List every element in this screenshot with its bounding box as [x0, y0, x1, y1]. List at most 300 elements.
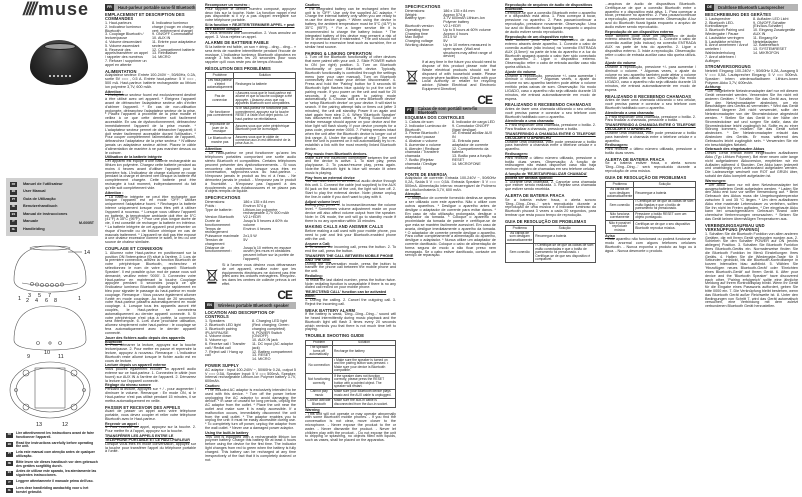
language-item — [10, 226, 94, 234]
subheading: Warnungen: — [705, 178, 727, 183]
table-cell: No connection — [306, 358, 333, 374]
callout-number: 1 — [78, 296, 82, 302]
list-item: 4. Lautstärke verringern — [705, 35, 744, 40]
section-heading: REALIZANDO E RECEBENDO CHAMADAS — [605, 93, 692, 99]
list-item: 9. ON/OFF Commutateur — [152, 32, 194, 37]
weee-text: Si à l'avenir vous désirez vous débarrasser de cet appareil, veuillez noter que les équipements électriques ne doivent pas être jetés avec les ordures ménagères. Recyclez-les dans les centres de collecte prévus à cet effet. — [222, 262, 296, 286]
spec-value: Environ 574 g — [243, 203, 266, 208]
paragraph: * L'adaptateur secteur fourni est exclusivement destiné à être utilisé avec cet appareil. * Éteignez l'appareil avant de débrancher l'adaptateur secteur afin d'éviter d'abîmer l'appareil. * En cas de non-utilisation prolongée, débranchez l'adaptateur secteur de la prise. * Placez l'appareil à proximité de la prise murale et veillez à ce que cette dernière soit facilement accessible. En cas de dysfonctionnement, débranchez immédiatement l'appareil de la prise murale. * L'adaptateur secteur permet de débrancher l'appareil; il doit rester facilement accessible durant l'utilisation. * Pour couper complètement l'alimentation de l'appareil, débranchez l'adaptateur de la prise secteur. * N'utilisez jamais un adaptateur secteur abîmé. Placez le câble d'alimentation de manière à ne pas marcher dessus ou le coincer. — [105, 93, 196, 155]
bottom-view-diagram — [10, 362, 90, 418]
list-item: 1. Caixas de som — [405, 119, 434, 124]
list-item: 14. MICRO — [252, 357, 271, 362]
table-cell: Not functioning correctly — [306, 374, 333, 390]
section-heading: RÉSOLUTION DES PROBLÈMES — [205, 66, 271, 72]
spec-value: V2.1+EDR — [243, 215, 261, 220]
paragraph: * La batterie intégrée ne peut être rechargée que lorsque l'appareil est en mode 'OFF'. Utiliser uniquement l'adaptateur fourni. * Rechargez la batterie interne uniquement lorsque vous êtes prêt à utiliser l'appareil à nouveau. * Lorsque vous utilisez l'appareil en batterie, la température ambiante doit être de 5°C (41°F) à 35°C (95°F). * Pour une plus longue durée de vie, il est conseillé de recharger la batterie en intérieur. * La batterie intégrée de cet appareil peut présenter un risque d'incendie ou de brûlure chimique en cas de mauvais traitement. * L'appareil ne doit pas être exposé à une chaleur excessive comme le soleil, le feu ou une source de chaleur similaire. — [105, 194, 196, 245]
manual-column — [700, 0, 802, 310]
controls-list — [105, 22, 196, 68]
subheading: Atenção: — [405, 192, 421, 197]
paragraph: Se a bateria estiver fraca, o alerta sonoro 'Ding...Ding...Ding...' será reproduzido durante a reprodução de uma música e o indicador luminoso do Bluetooth piscará 3 vezes a cada 20 segundos, para lembrar que resta pouco tempo de reprodução. — [505, 197, 596, 218]
spec-label: Max output — [405, 35, 424, 40]
spec-value: Approx 4 hours — [443, 31, 469, 36]
speaker-product-image — [30, 40, 88, 85]
subheading: Reprodução de arquivos de áudio de dispositivos Bluetooth. — [505, 3, 593, 11]
language-code-badge: PT — [405, 107, 414, 114]
paragraph: Você também pode ouvir um dispositivo de áudio externo através deste aparelho. 1. Conecte o cabo de conexão auxiliar (não incluso) na 'conexão ENTRADA AUX (3,5mm)' na parte de trás do aparelho e a luz do Bluetooth apagará quando o cabo tiver sido conectado ao aparelho. 2. Ligue o dispositivo externo. Observação: retire o cabo de entrada auxiliar caso não queira utilizá-lo. — [505, 38, 596, 69]
spec-label: Working distance: — [405, 43, 435, 48]
list-item: 2. Bluetooth LED-Kontrolllampe — [705, 20, 735, 29]
list-item: 2. Indicateur lumineux Bluetooth — [105, 24, 142, 33]
subheading: Caution: — [305, 3, 320, 7]
table-cell: Recarregue a bateria — [534, 231, 596, 243]
list-item: 6. Receive call / Transfer call / Redial call — [205, 342, 246, 350]
paragraph: Adaptateur secteur: Entrée 100-240V ~, 50/60Hz, 0.2A, sortie 5V === , 0.5 A. Entrée haut-parleur: 5 V === , 500 mA. Haut-parleur: batterie rechargeable au lithium ion polymère 3,7V, 600 mAh. — [105, 73, 196, 89]
flag-icon: NL — [7, 488, 12, 492]
section-title: Drahtlose Bluetooth Lautsprecher — [718, 4, 785, 10]
table-row — [606, 212, 696, 221]
language-label: Manual de instrucciones — [23, 211, 68, 216]
spec-value: 2x1,5 W — [243, 234, 257, 239]
spec-value: 186 x 135 x 84 mm — [443, 8, 475, 13]
table-cell: Assurez-vous que le câble de connexion aux-in est débranché de la prise Aux-in. — [234, 135, 296, 147]
language-label: Benutzerhandbuch — [23, 204, 58, 209]
subheading: A função de 'REJEITAR/FINALIZAR CHAMADA' poderá ser ativada quando: — [505, 172, 588, 180]
paragraph: 1. Durante uma chamada. 2. Cancelar uma chamada que estiver sendo realizada. 3. Rejeitar uma chamada que estiver sendo recebida. — [505, 179, 596, 192]
table-row — [206, 91, 296, 107]
subheading: TRANSFERINDO A CHAMADA ENTRE O TELEFONE CELULAR E O APARELHO — [505, 131, 596, 140]
list-item: 13. SYSTEMRESET — [753, 47, 787, 52]
list-item: 5. Volume up — [205, 338, 227, 343]
flag-icon: IT — [10, 220, 17, 225]
section-heading: LOCATION AND DESCRIPTION OF CONTROLS — [205, 310, 275, 320]
subheading: Utilisation de la batterie intégrée — [105, 155, 162, 160]
callout-number: 12 — [62, 422, 69, 428]
warning-text: Bitte lesen sie dieses handbuch vor dem gebrauch des gerätes sorgfältig durch. — [16, 459, 98, 468]
section-heading: POWER SUPPLY — [205, 363, 239, 369]
safety-warnings — [6, 432, 98, 497]
paragraph: Durante uma chamada, você pode pressionar o botão para transferir a chamada entre o telefone celular e o aparelho. — [505, 139, 596, 152]
spec-label: Battery type: — [405, 16, 426, 21]
paragraph: Se a bateria estiver fraca, o alerta sonoro 'Ding...Ding...Ding...' será reproduzido durante a reprodução de uma música. — [605, 161, 696, 174]
list-item: 6. Anruf annehmen / Anruf umleiten / Wahlwiederholung — [705, 43, 748, 56]
weee-text: If at any time in the future you should need to dispose of this product please note that Waste electrical products should not be disposed of with household waste. Please recycle where facilities exist. Check with your Local Authority or retailer for recycling advice. (Waste Electrical and Electronic Equipment Directive) — [422, 60, 496, 91]
flag-icon: ES — [11, 212, 16, 216]
subheading: Lecture depuis un appareil externe — [105, 363, 167, 368]
list-item: 7. Botão (Rejeitar chamada / Desligar chamada) — [405, 158, 437, 170]
subheading: TRANSFÉRER LES APPELS ENTRE LE TÉLÉPHONE PORTABLE ET LE HAUT-PARLEUR — [105, 434, 190, 442]
model-number: M-600BT — [79, 221, 94, 226]
language-label: User Manual — [23, 189, 46, 194]
paragraph: 1. During the calling. 2. Cancel the outgoing call. 3. Reject the incoming call. — [305, 297, 396, 306]
paragraph: 1. Pour recevoir un appel, appuyez sur la touche. 2. Pour mettre fin à l'appel, appuyez sur la touche. — [105, 425, 196, 434]
subheading: Attention: — [205, 147, 223, 152]
paragraph: * O adaptador de corrente fornecido destina-se apenas a ser utilizado com este aparelho. Não o utilize com outros aparelhos. * Desligue o aparelho antes de desligar o adaptador de corrente para evitar danos. * Em caso de não utilização prolongada, desligue o adaptador da tomada. * Coloque o aparelho na proximidade da tomada de parede e certifique-se de que esta se mantém facilmente acessível. Em caso de avaria, desligue imediatamente o aparelho da tomada. * O adaptador de corrente permite desligar o aparelho. Para cortar completamente a alimentação do aparelho, desligue o adaptador. * Nunca utilize um adaptador de corrente danificado. Coloque o cabo de alimentação de forma segura de modo a não ficar preso nem esmagado. Se o cabo estiver danificado, contacte um serviço de reparação. — [405, 196, 496, 258]
section-heading: BESCHREIBUNG DES GERÄTES — [705, 12, 772, 17]
subheading: Atendendo a uma chamada: — [505, 119, 555, 124]
section-heading: ALIMENTATION — [105, 68, 137, 74]
list-item: 3. Couplage Bluetooth / lecture/pause — [105, 32, 144, 41]
spec-label: Puissance maximale — [205, 234, 239, 239]
list-item: 13. Botão para a função RESET — [452, 154, 492, 163]
paragraph: Certifique-se que a conexão Bluetooth entre o aparelho e o dispositivo está ativa. 1. Para começar a tocar, pressione no aparelho. 2. Para pausar/continuar a reprodução, pressione novamente. Observação: Uma luz azul do Bluetooth ficará ligada enquanto o arquivo de áudio estiver sendo reproduzido. — [505, 10, 596, 34]
paragraph: * The included AC adaptor is exclusively intended to be used with this device. * Turn off the power before unplugging the AC adaptor to avoid damaging the device. * In case of unused for long periods, unplug the AC adaptor from the outlet. * Place the unit near the outlet and make sure it is easily accessible. If a malfunction occurs, immediately disconnect the unit from the wall outlet. * The adaptor enables you to unplug the unit: it must be easily accessible during use. * To completely turn off power, unplug the adaptor from the wall outlet. * Never use a damaged power adaptor. — [205, 387, 296, 430]
table-row — [306, 358, 396, 374]
paragraph: Para rediscar o último número utilizado, pressione o botão duas vezes. — [605, 147, 696, 155]
column-header: Problem — [306, 340, 333, 345]
spec-value: Up to 5 hours at 60% volume — [443, 27, 491, 32]
list-item: 4. Volume down — [205, 334, 232, 339]
section-title: Caixas de som portátil sem-fio Bluetooth — [417, 105, 478, 115]
brand-name: muse — [38, 0, 90, 19]
table-row — [306, 374, 396, 390]
spec-value: 5V — [243, 238, 248, 243]
table-cell: As caixas de som desligam automaticamente — [507, 231, 533, 242]
column-header: Problema — [506, 226, 534, 231]
table-cell: Sem conexão — [506, 243, 534, 262]
paragraph: Durante a reprodução, pressione +/- para aumentar / diminuir o volume. * Algumas vezes, o ajuste do volume no seu aparelho também pode afetar o volume emitido pelas caixas de som. Observação: No modo LIGADO, caso o aparelho não seja utilizado durante 15 minutos, ele entrará automaticamente em modo de espera. — [605, 65, 696, 92]
spec-value: 5V — [443, 39, 448, 44]
warning-item — [6, 432, 98, 440]
crossed-bin-icon — [405, 61, 419, 92]
list-item: 7. Reject call / Hang up call — [205, 349, 244, 358]
language-code-badge: DE — [705, 4, 714, 11]
subheading: Play music from Bluetooth devices. — [305, 151, 368, 156]
paragraph: * The integrated battery can be recharged when the unit is in 'OFF'. Use only the supplied AC adaptor. * Charge the internal battery only when you are ready to re-use the device again. * When using the device in battery, the ambient temperature must be 5°C (41°F) to 35°C (95°F). * For a longer service life it is recommended to charge the battery indoor. * The integrated battery of this device may present a risk of fire or chemical burn if mistreated. * The unit should not be exposed to excessive heat such as sunshine, fire or similar heat source. — [305, 6, 396, 49]
controls-list — [205, 320, 296, 362]
weee-notice — [205, 264, 296, 287]
ce-mark: CE — [477, 93, 492, 108]
table-row — [206, 78, 296, 90]
table-cell: Ne fonctionne pas correctement — [206, 106, 234, 122]
warning-text: Lire attentivement les instructions avant de faire fonctionner l'appareil. — [16, 431, 95, 439]
paragraph: 1. Allumez votre Haut-parleur en positionnant sur la position ON l'interrupteur (9) situé à l'arrière. 2. Lors de la première connexion, activez la fonction Bluetooth de votre périphérique Bluetooth, recherchez et sélectionnez le nom de votre appareil: 'Bluetooth Speaker'. Il est possible qu'un mot de passe vous soit demandé, veuillez entrer '0000'. 3. Connectez votre Haut-parleur en maintenant la touche Couplage appuyée pendant 5 secondes jusqu'à ce que l'indicateur lumineux Bluetooth clignote rapidement en bleu pour signaler le passage du haut-parleur en mode couplage. Remarque : Vous pouvez également allumer l'unité en mode couplage. Au bout de 20 secondes, votre Haut-parleur passera automatiquement en mode couplage. 4. Lorsque tous les appareils auront été couplés, le Haut-parleur se connectera automatiquement au dernier appareil connecté. 5. Si votre périphérique n'est plus à portée, la connexion sera interrompue. 6. Lors d'une prochaine utilisation, allumez simplement votre haut-parleur : le couplage se fera automatiquement avec le dernier appareil connecté. — [105, 250, 196, 335]
list-item: 9. Comutador ON/OFF (ligar/ desligar) — [452, 123, 490, 132]
language-label: Handleiding — [23, 226, 45, 231]
flag-icon: ES — [7, 471, 12, 475]
list-item: 5. Volume ascendant — [105, 43, 140, 48]
table-cell: The speaker turns off automatically — [306, 345, 333, 357]
list-item: 13. Réinitialiser — [152, 51, 178, 56]
table-row — [206, 106, 296, 122]
callout-number: 8 — [54, 298, 58, 304]
callout-number: 1 — [18, 296, 22, 302]
language-item — [10, 196, 94, 204]
table-row — [606, 199, 696, 211]
list-item: 3. Bluetooth Pairing und Wiedergabe / Pause — [705, 28, 745, 36]
spec-label: Version Bluetooth — [205, 215, 234, 220]
column-header: Problema — [606, 182, 634, 187]
callout-number: 14 — [84, 250, 91, 256]
muse-logo: //// muse — [23, 0, 90, 19]
spec-label: Poids : — [205, 203, 217, 208]
subheading: Redialing: — [305, 274, 323, 279]
spec-value: Lithium-ion polymère rechargeable 3,7V 600 mAh — [243, 207, 290, 216]
warning-item — [6, 480, 98, 486]
subheading: Achtung: — [705, 85, 722, 90]
section-heading: SPECIFICATIONS — [205, 195, 241, 201]
spec-value: Up to 10 meters measured in open space. (Wall and structures may affect range of device) — [443, 43, 492, 59]
table-cell: Pas de connexion — [206, 91, 234, 107]
spec-label: Temps de rechargement — [205, 226, 228, 235]
subheading: TRANSFERINDO A CHAMADA ENTRE O TELEFONE CELULAR E O APARELHO — [605, 123, 696, 132]
flag-icon: PT — [11, 197, 16, 201]
callout-number: 6 — [45, 298, 49, 304]
subheading: Atendendo a uma chamada: — [605, 110, 655, 115]
table-cell: Le Bluetooth ne marche pas — [206, 135, 234, 147]
table-cell: Não funciona corretamente — [606, 212, 634, 221]
table-row — [606, 187, 696, 199]
spec-value: Approx 574 g — [443, 12, 466, 17]
warning-item — [6, 442, 98, 450]
table-cell: Assurez-vous que votre périphérique Bluetooth joue de la musique. — [234, 122, 296, 134]
list-item: 12. Battery compartment — [252, 349, 293, 354]
list-item: 3. Parear Bluetooth / reproduzir/ pausar — [405, 131, 439, 140]
paragraph: Cet appareil est équipé d'une batterie rechargeable au lithium ion polymère. Chargez cette batterie pendant au moins 4 heures avant d'utiliser l'appareil pour la première fois. L'indicateur de charge s'allume en rouge pendant la charge et devient vert lorsque la batterie est complètement chargée. Cette batterie peut être rechargée à tout moment, indépendamment du fait qu'elle soit complètement vide. — [105, 159, 196, 190]
column-header: Problème — [206, 73, 234, 78]
warning-item — [6, 470, 98, 478]
paragraph: During the conversation mode, press the button to transfer the phone call between the mobile phone and the unit. — [305, 261, 396, 274]
paragraph: ...arquivos de áudio de dispositivos Bluetooth. Certifique-se de que a conexão Bluetooth entre o aparelho e o dispositivo está ativa. 1. Para começar a tocar, pressione no aparelho. 2. Para pausar/continuar a reprodução, pressione novamente. Observação: A luz azul do Bluetooth ficará ligada enquanto o arquivo de áudio estiver sendo reproduzido. — [605, 2, 696, 29]
paragraph: Vous pouvez également écouter un appareil audio externe sur ce haut-parleur. 1. Connectez le câble (non fourni) sur AUX IN à l'arrière de l'appareil. 2. Démarrez la lecture sur l'appareil connecté. — [105, 367, 196, 383]
paragraph: Antes de fazer uma chamada utilizando o seu celular, você precisa parear e conectar o seu telefone com Bluetooth habilitado com o aparelho. — [505, 107, 596, 119]
flag-icon: DE — [11, 205, 16, 209]
table-cell: Não é possível reproduzir música — [606, 221, 634, 233]
paragraph: 1. Para responder uma chamada, pressione o botão. 2. Para finalizar a chamada, pressione o botão. — [505, 123, 596, 132]
spec-label: Operating time — [405, 27, 430, 32]
list-item: 3. Bluetooth pairing /PLAY/PAUSE — [205, 326, 237, 335]
list-item: 1. Speakers — [205, 319, 225, 324]
list-item: 4. Volume descendant — [105, 39, 142, 44]
manual-column — [600, 0, 700, 254]
paragraph: Pendant la lecture, appuyez sur + / - pour augmenter / diminuer le volume. Remarque : En mode ON, si le Haut-parleur n'est pas utilisé pendant 15 minutes, il se mettra automatiquement en veille. — [105, 387, 196, 403]
table-cell: • Certifique-se de que as caixas de som estão ligadas e que o botão de pareamento foi pressionado. — [634, 199, 696, 211]
language-section-banner — [205, 302, 296, 309]
manual-column — [400, 0, 500, 259]
spec-label: Durée de fonctionnement — [205, 218, 231, 227]
language-item — [10, 189, 94, 197]
language-section-banner — [705, 4, 798, 11]
warning-text: Antes de utilizar este aparato, lea atentamente las siguientes instrucciones. — [16, 469, 97, 478]
section-heading: PASSER ET RECEVOIR DES APPELS — [105, 404, 181, 410]
paragraph: Durante a reprodução, pressione +/- para aumentar / diminuir o volume. * Algumas vezes, o ajuste do volume no seu aparelho também pode afetar o volume emitido pelas caixas de som. Observação: No modo LIGADO, caso o aparelho não seja utilizado durante 15 minutos, ele entrará automaticamente em modo de espera. — [505, 73, 596, 101]
section-heading: GUIA DE RESOLUÇÃO DE PROBLEMAS — [605, 174, 687, 180]
table-cell: Les haut-parleur s'éteint automatiquement — [207, 78, 233, 90]
list-item: 11. DC input (AC adaptor jack) — [252, 342, 294, 350]
table-cell: Pressione o botão RESET com um objeto pontiagudo. — [634, 212, 696, 221]
flag-icon: EN — [7, 442, 12, 446]
spec-label: Charging time — [405, 31, 428, 36]
language-item — [10, 181, 94, 189]
paragraph: 1. Turn off the Bluetooth functionality of other devices that were paired with your unit. 2. Slide POWER switch to ON (on right) position. 3. Turn on Bluetooth functionality of your Bluetooth device. Typically, Bluetooth functionality is controlled through the settings menu (see your user manual). Turn on Bluetooth connectivity and make your device 'discoverable'. 4. Press and hold the 'Pairing' button for 5 seconds till Bluetooth light flashes blue quickly to put the unit in pairing mode. If you power on the unit and wait for 20 seconds, it can also goes to pairing mode automatically. 5. Choose 'add a new Bluetooth device' or 'setup Bluetooth device' on your device. It will start to search. If the pairing attempt fails or times out (after 3 minutes), the unit will standby. Power it on again and start again from step 2. 6. When 'Bluetooth Speaker' has discovered each other, a 'Pairing Successful' or similar message should appear on your device and the blue light will flash slowly. If your device prompts for a pass code, please enter 0000. 7. Pairing remains intact when the unit after the Bluetooth device is longer out of link range. 8. Under the condition of step 7, the next time the unit is powered on it will automatically try to re-establish a link with the most recently linked Bluetooth device. — [305, 55, 396, 151]
cover-column — [0, 0, 100, 495]
list-item: 2. Bluetooth LED light — [205, 322, 241, 327]
section-title: Wireless portable Bluetooth speaker — [218, 302, 289, 308]
table-cell: Si le haut-parleur ne fonctionne pas correctement, appuyez sur la touche RESET à l'aide d'un objet pointu. Le haut-parleur se réinitialisera. — [234, 106, 296, 122]
list-item: 8. Indicador de carga LED — [452, 119, 495, 124]
language-label: Manuale — [23, 219, 39, 224]
section-heading: PAIRING & LINKING OPERATION — [305, 50, 372, 56]
subheading: Recomposer un numéro : — [205, 3, 250, 7]
subheading: Reprodução de um dispositivo externo — [605, 29, 674, 34]
callout-number: 5 — [38, 293, 42, 299]
list-item: 7. Refuser / supprimer un appel en attente — [105, 59, 147, 67]
section-heading: WEAK BATTERY ALARM — [305, 307, 356, 313]
manual-column — [200, 0, 300, 463]
callout-number: 2 — [26, 298, 30, 304]
language-item — [10, 211, 94, 219]
section-heading: COUPLAGE ET CONNEXION — [105, 246, 163, 252]
section-heading: TROUBLE SHOOTING GUIDE — [305, 333, 365, 339]
list-item: 5. Aumentar o volume — [405, 142, 441, 147]
table-row — [506, 243, 596, 262]
callout-number: 10 — [44, 350, 51, 356]
callout-number: 11 — [58, 354, 64, 360]
warning-text: Read the instructions carefully before operating the unit. — [16, 440, 94, 449]
paragraph: 1. Vous terminez une conversation. 2. Vous annulez un appel. 3. Vous rejetez un appel. — [205, 30, 296, 39]
subheading: Ajuste do volume — [605, 61, 636, 66]
controls-diagrams — [0, 240, 100, 430]
section-heading: FONTE DE ENERGIA — [405, 171, 448, 177]
paragraph: Antes de fazer uma chamada utilizando o seu celular, você precisa parear e conectar o seu telefone com Bluetooth habilitado com o aparelho. — [605, 98, 696, 111]
spec-label: Bluetooth version — [405, 23, 434, 28]
callout-number: 13 — [36, 422, 43, 428]
manual-column — [100, 0, 200, 455]
list-item: 9. ON/OFF-Schalter (Ein/Aus-Schalter) — [753, 20, 786, 29]
section-heading: ALERTA DE BATERIA FRACA — [605, 156, 665, 162]
section-heading: ALARME DE BATTERIE FAIBLE — [205, 40, 269, 46]
spec-label: Distance de fonctionnement : — [205, 245, 233, 254]
subheading: 'REJECT/END CALL' function can be activated when: — [305, 290, 387, 299]
subheading: Rediscagem: — [605, 143, 628, 148]
troubleshooting-table — [505, 225, 596, 263]
list-item: 7. Anruf ablehnen / Auflegen — [705, 54, 736, 63]
language-code-badge: EN — [205, 302, 214, 309]
paragraph: 1. Schalten Sie die Bluetooth Funktion von allen anderen Geräten, die mit Ihrem Gerät verbunden wurden aus. 2. Schieben Sie den Schalter POWER auf ON (rechts abliegen) Position. 3. Schalten Sie Bluetooth Funktion Ihres Bluetooth-Geräts ein. Normalerweise finden Sie die Bluetooth Funktion im Menü Einstellungen Ihres Geräts. 4. Halten Sie die Wiedergabe-Taste für 5 Sekunden gedrückt, bis die Bluetooth-Kontrolllampe in kurzen Intervallen blau aufblinkt. 5. Wählen Sie 'Hinzufügen neues Bluetooth-Gerät' oder 'Einrichten eines Bluetooth-Gerät' auf Ihrem Gerät. 6. After your device and the 'Bluetooth Speaker' have discovered each other, 'Pairing erfolgreich' sollte eine ähnliche Meldung auf Ihrem Kontrolldisplay blinkt. Wenn Ihr Gerät für die Eingabe eines Passworts auffordert, geben Sie bitte 0000 ein. 7. Die Verknüpfung bleibt bestehen, wenn das Bluetooth Gerät außer Reichweite ist. 8. Unter den Bedingungen von Schritt 7, wird das Gerät automatisch versuchen, eine Verbindung mit dem zuletzt verbundenen Bluetooth Gerät herzustellen. — [705, 231, 798, 309]
paragraph: During play, press +/- to increase/decrease the volume level. * Sometimes volume adjustment made on your device will also affect volume output from the speaker. Note: In ON mode, the unit will go to standby mode if there is no any operation within 15 minutes. — [305, 203, 396, 223]
paragraph: Para rediscar o último número utilizado, pressione o botão duas vezes. Observação: A função de rediscagem não estará disponível caso não haja nenhum registro de chamadas em seu telefone celular. — [505, 155, 596, 172]
subheading: Reprodução de um dispositivo externo — [505, 34, 574, 39]
list-item: 8. Indicateur lumineux charge (rouge: en charge; vert: entièrement chargé) — [152, 20, 195, 33]
top-view-diagram — [14, 246, 86, 292]
paragraph: Avant de passer un appel avec votre téléphone portable, vous devez coupler et relier votre téléphone Bluetooth avec le Haut-parleur. — [105, 409, 196, 421]
list-item: 9. POWER Switch (ON/OFF) — [252, 330, 282, 339]
table-row — [206, 135, 296, 147]
paragraph: * Der mitgelieferte Netzstromadapter darf nur mit diesem Gerät verwendet werden. Verwenden Sie ihn nicht mit anderen Geräten. * Schalten Sie das Gerät aus, bevor Sie den Netzstromadapter abstecken, um ein Beschädigen des Geräts zu vermeiden. * Wird das Gerät während längerer Zeit nicht verwendet, sollte der Netzstromadapter von der Stromsteckdose abgesteckt werden. * Stellen Sie das Gerät in der Nähe der Stromsteckdose auf und sorgen Sie dafür, dass die Stromsteckdose leicht zugänglich ist. Sollte es zu einer Störung kommen, müssen Sie das Gerät sofort abstecken. * Der Netzstromadapter erlaubt das Abstecken des Geräts. Er muss während des Gebrauchs leicht zugänglich sein. * Verwenden Sie nie ein beschädigtes Netzteil. — [705, 89, 798, 147]
subheading: Jouer des fichiers audio depuis des appareils Bluetooth — [105, 335, 185, 344]
flag-icon: IT — [6, 480, 13, 485]
subheading: Using the built-in battery — [205, 430, 249, 435]
subheading: Caution: — [205, 384, 220, 389]
language-code-badge: FR — [105, 4, 114, 11]
spec-value: 3.7V 600mAh Lithium-Ion Polymer battery — [443, 16, 485, 25]
warning-item — [6, 487, 98, 495]
list-item: 10. AUX IN jack — [252, 338, 278, 343]
warning-text: Lees deze handleiding aandachtig voor u het toestel gebruikt. — [16, 486, 89, 495]
language-list — [6, 178, 98, 236]
table-cell: • Assurez-vous que le haut-parleur est allumé et que la touche couplage a été appuyée. • Assurez-vous que vos appareils Bluetooth sont compatibles. — [234, 91, 296, 107]
paragraph: This unit is equipped with a rechargeable lithium ion polymer battery. Charge this battery for at least 4 hours before using the device for the first time. The indicator light changes from red to green when the battery is fully charged. This battery can be recharged at any time irrespectively of the fact that it is completely drained or not. — [205, 434, 296, 462]
paragraph: 1. To answer the incoming call, press the button. 2. To end the call, press the button. — [305, 245, 396, 254]
list-item: 12. Batteriefach — [753, 43, 779, 48]
list-item: 10. Eingang Zusatzgeräte AUX IN — [753, 28, 796, 36]
controls-list — [405, 121, 496, 171]
table-cell: Impossible de jouer de la musique — [206, 122, 234, 134]
manual-column — [300, 0, 400, 444]
table-row — [206, 122, 296, 134]
language-section-banner — [405, 107, 496, 114]
table-cell: Make sure your Bluetooth device plays music and the AUX cable is unplugged. — [333, 389, 396, 398]
table-cell: Recharge the battery — [333, 345, 396, 357]
weee-notice — [405, 61, 496, 92]
subheading: Aviso — [605, 233, 615, 238]
column-header: Solução — [534, 226, 596, 231]
paragraph: AC adaptor : Input 100-240V ~, 50/60Hz 0.2A, output 5 V === 0.5A. Speaker Input: 5 V === 500mA. Speaker: Internal rechargeable Lithium-ion Polymer battery 3.7V, 600mAh. — [205, 367, 296, 384]
paragraph: 1. Pour démarrer la lecture, appuyez sur la touche lecture/pause. 2. Pour mettre en pause et reprendre la lecture, appuyez à nouveau. Remarque : L'indicateur Bluetooth reste allumé lorsque le fichier audio est en cours de lecture. — [105, 343, 196, 363]
flag-icon: FR — [7, 433, 12, 437]
spec-label: Tension de chargement — [205, 238, 225, 246]
spec-value: 186 x 135 x 84 mm — [243, 199, 275, 204]
paragraph: Dieses Gerät enthält einen eingebauten aufladbaren Akku (Typ Lithium Polymer). Bei einer neuen oder lange nicht aufgeladenen Akkuversion, empfehlen wir ein Aufladen während 4 Stunden. Der Akku kann jederzeit und unabhängig vom Ladezustand aufgeladen werden. Die Ladeanzeige wechselt von ROT auf GRÜN über, sobald der Akku komplett aufgeladen ist. — [705, 151, 798, 179]
section-heading: ESQUEMA DOS CONTROLES — [405, 115, 465, 121]
table-row — [306, 345, 396, 357]
paragraph: Before making a call used with your mobile phone, you need to pair and link your Bluetooth-enabled phone with the unit. — [305, 229, 396, 241]
specifications-list — [205, 201, 296, 262]
section-heading: ALERTA DE BATERIA FRACA — [505, 193, 565, 199]
spec-value: V2.1+EDR — [443, 23, 461, 28]
paragraph: Durante uma chamada, você pode pressionar o botão para transferir a chamada entre o telefone celular e o aparelho. — [605, 130, 696, 143]
spec-value: Jusqu'à 10 mètres en espace ouvert (les murs et obstacles peuvent influer sur la portée de l'appareil) — [243, 245, 295, 262]
paragraph: Make sure the Bluetooth connection between the unit and the device is active. 1. To start play, press play/pause. 2. To pause/resume play, press again. Note:the Bluetooth light is blue will remain lit when music is playing. — [305, 155, 396, 175]
subheading: Recevoir un appel : — [105, 421, 140, 426]
list-item: 5. Lautstärke erhöhen — [705, 39, 741, 44]
controls-list — [705, 18, 798, 64]
list-item: 1. Haut-parleurs — [105, 20, 132, 25]
flag-icon: DE — [7, 461, 12, 465]
paragraph: 1. Para responder uma chamada, pressione o botão. 2. Para finalizar a chamada, pressione o botão. — [605, 114, 696, 123]
list-item: 6. Recevoir des appels/transférer un appel / rappeler des numéros — [105, 47, 148, 60]
list-item: 4. Abaixar o volume — [405, 139, 438, 144]
spec-value: Environ 4 heures — [243, 226, 272, 231]
list-item: 8. Charging LED light (Red: charging; Green: charging completed) — [252, 319, 290, 331]
list-item: 12. Compartiment batterie — [152, 47, 195, 52]
table-cell: If the speaker does not function correctly, please press the RESET button with a pointed object. The speaker will restart. — [333, 374, 396, 390]
section-heading: GUIA DE RESOLUÇÃO DE PROBLEMAS — [505, 218, 587, 224]
paragraph: - Ce Haut-parleur ne peut fonctionner qu'avec les téléphones portables comportant une sortie audio stéréo Bluetooth et compatibles. Certains téléphones peuvent présenter des dysfonctionnements. - Si vous rencontrez des problèmes lorsque vous êtes en conversation, rapprochez-vous du haut-parleur. - N'exposez jamais le produit au feu ni à l'eau. - Ne démontez jamais le produit. - N'exposez pas le produit à l'humidité. - N'exposez pas l'appareil à des écoulements ou des éclaboussures et ne placez pas d'objets remplis de liquide. — [205, 151, 296, 194]
crossed-bin-icon — [205, 264, 219, 287]
warning-item — [6, 461, 98, 469]
list-item: 11. Entrada para adaptador de corrente — [452, 139, 489, 147]
flag-icon: PT — [7, 452, 12, 456]
subheading: Adjust volume level — [305, 199, 340, 204]
column-header: Solution — [333, 340, 396, 345]
list-item: 14. MIKROFON — [753, 51, 780, 56]
back-view-diagram — [14, 306, 86, 350]
spec-label: Dimensions: — [205, 199, 226, 204]
spec-label: Charging voltage — [405, 39, 433, 44]
troubleshooting-table — [305, 340, 396, 408]
section-heading: SPECIFICATIONS — [405, 4, 441, 9]
language-label: Guia de Utilização — [23, 196, 56, 201]
spec-value: Jusqu'à 5 heures à 60% du volume — [243, 218, 288, 227]
callout-number: 4 — [35, 298, 39, 304]
table-cell: Cannot play music — [306, 389, 333, 398]
callout-number: 7 — [48, 293, 52, 299]
section-title: Haut-parleur portable sans-fil Bluetooth — [118, 4, 196, 10]
paragraph: Si la batterie est faible, un son « dring... ding... ding... » sera émis de manière intermittente pendant l'écoute de musique. L'indicateur lumineux Bluetooth clignotera en orange 3 fois toutes les 20 secondes pour vous rappeler qu'il vous reste peu de temps d'écoute. — [205, 45, 296, 65]
subheading: Rediscagem: — [505, 151, 528, 156]
column-header: Solution — [234, 73, 296, 78]
subheading: Ajuste do volume — [505, 69, 536, 74]
